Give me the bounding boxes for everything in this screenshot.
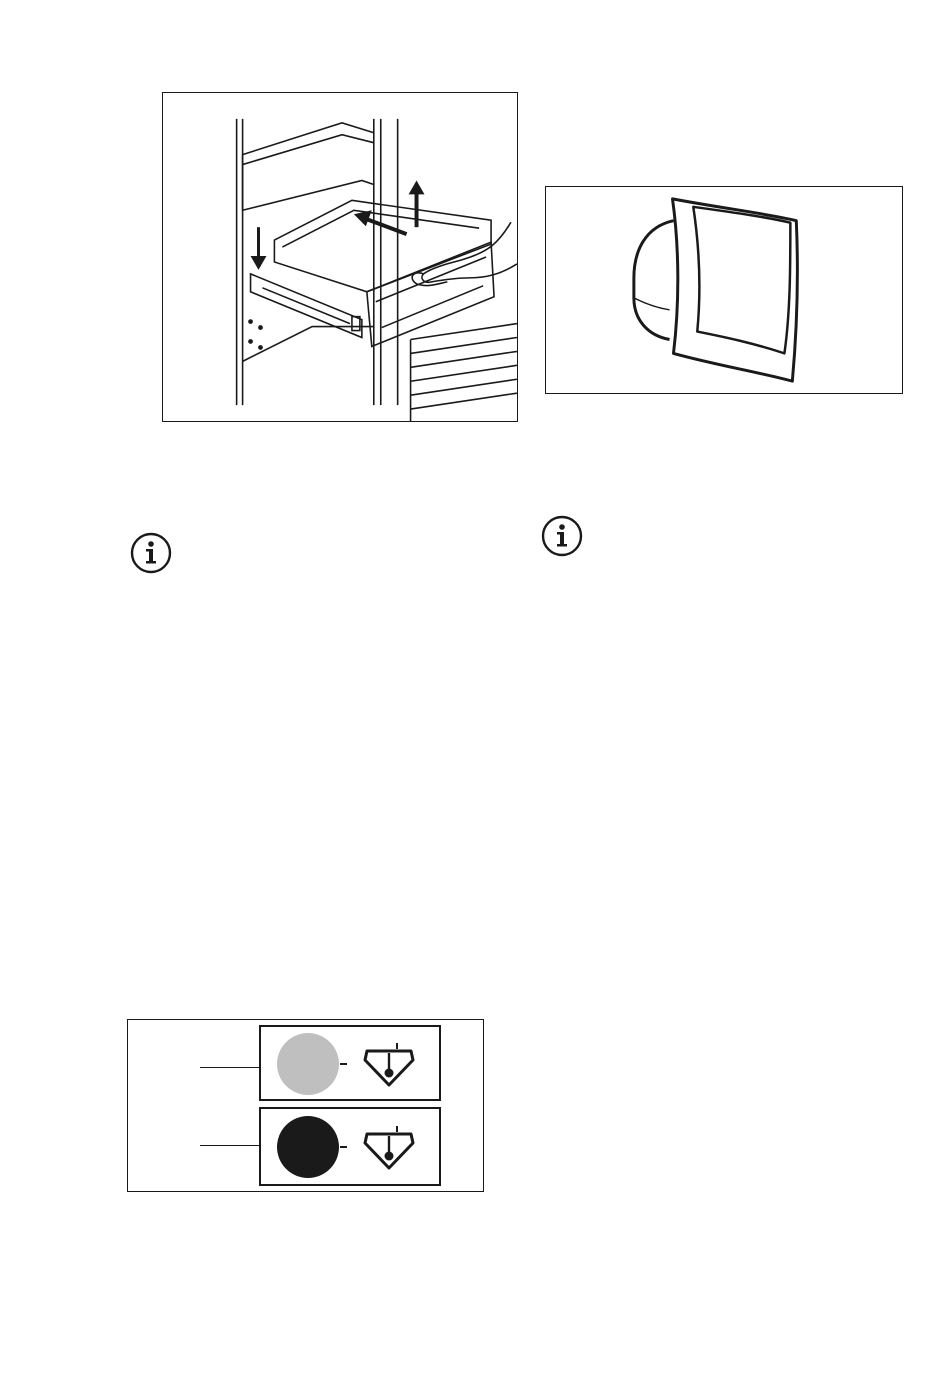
door-handle-illustration (546, 187, 902, 393)
temperature-indicator-icon (365, 1126, 413, 1168)
temperature-indicator-icon (365, 1043, 413, 1085)
indicator-state-light (259, 1025, 441, 1101)
indicator-dot (277, 1116, 339, 1178)
info-icon (130, 532, 172, 574)
drawer-removal-illustration (163, 93, 517, 421)
info-icon (541, 515, 583, 557)
drawer-removal-figure (162, 92, 518, 422)
indicator-dot (277, 1033, 339, 1095)
temperature-indicator-figure (127, 1019, 484, 1192)
indicator-state-dark (259, 1107, 441, 1186)
door-handle-figure (545, 186, 903, 394)
